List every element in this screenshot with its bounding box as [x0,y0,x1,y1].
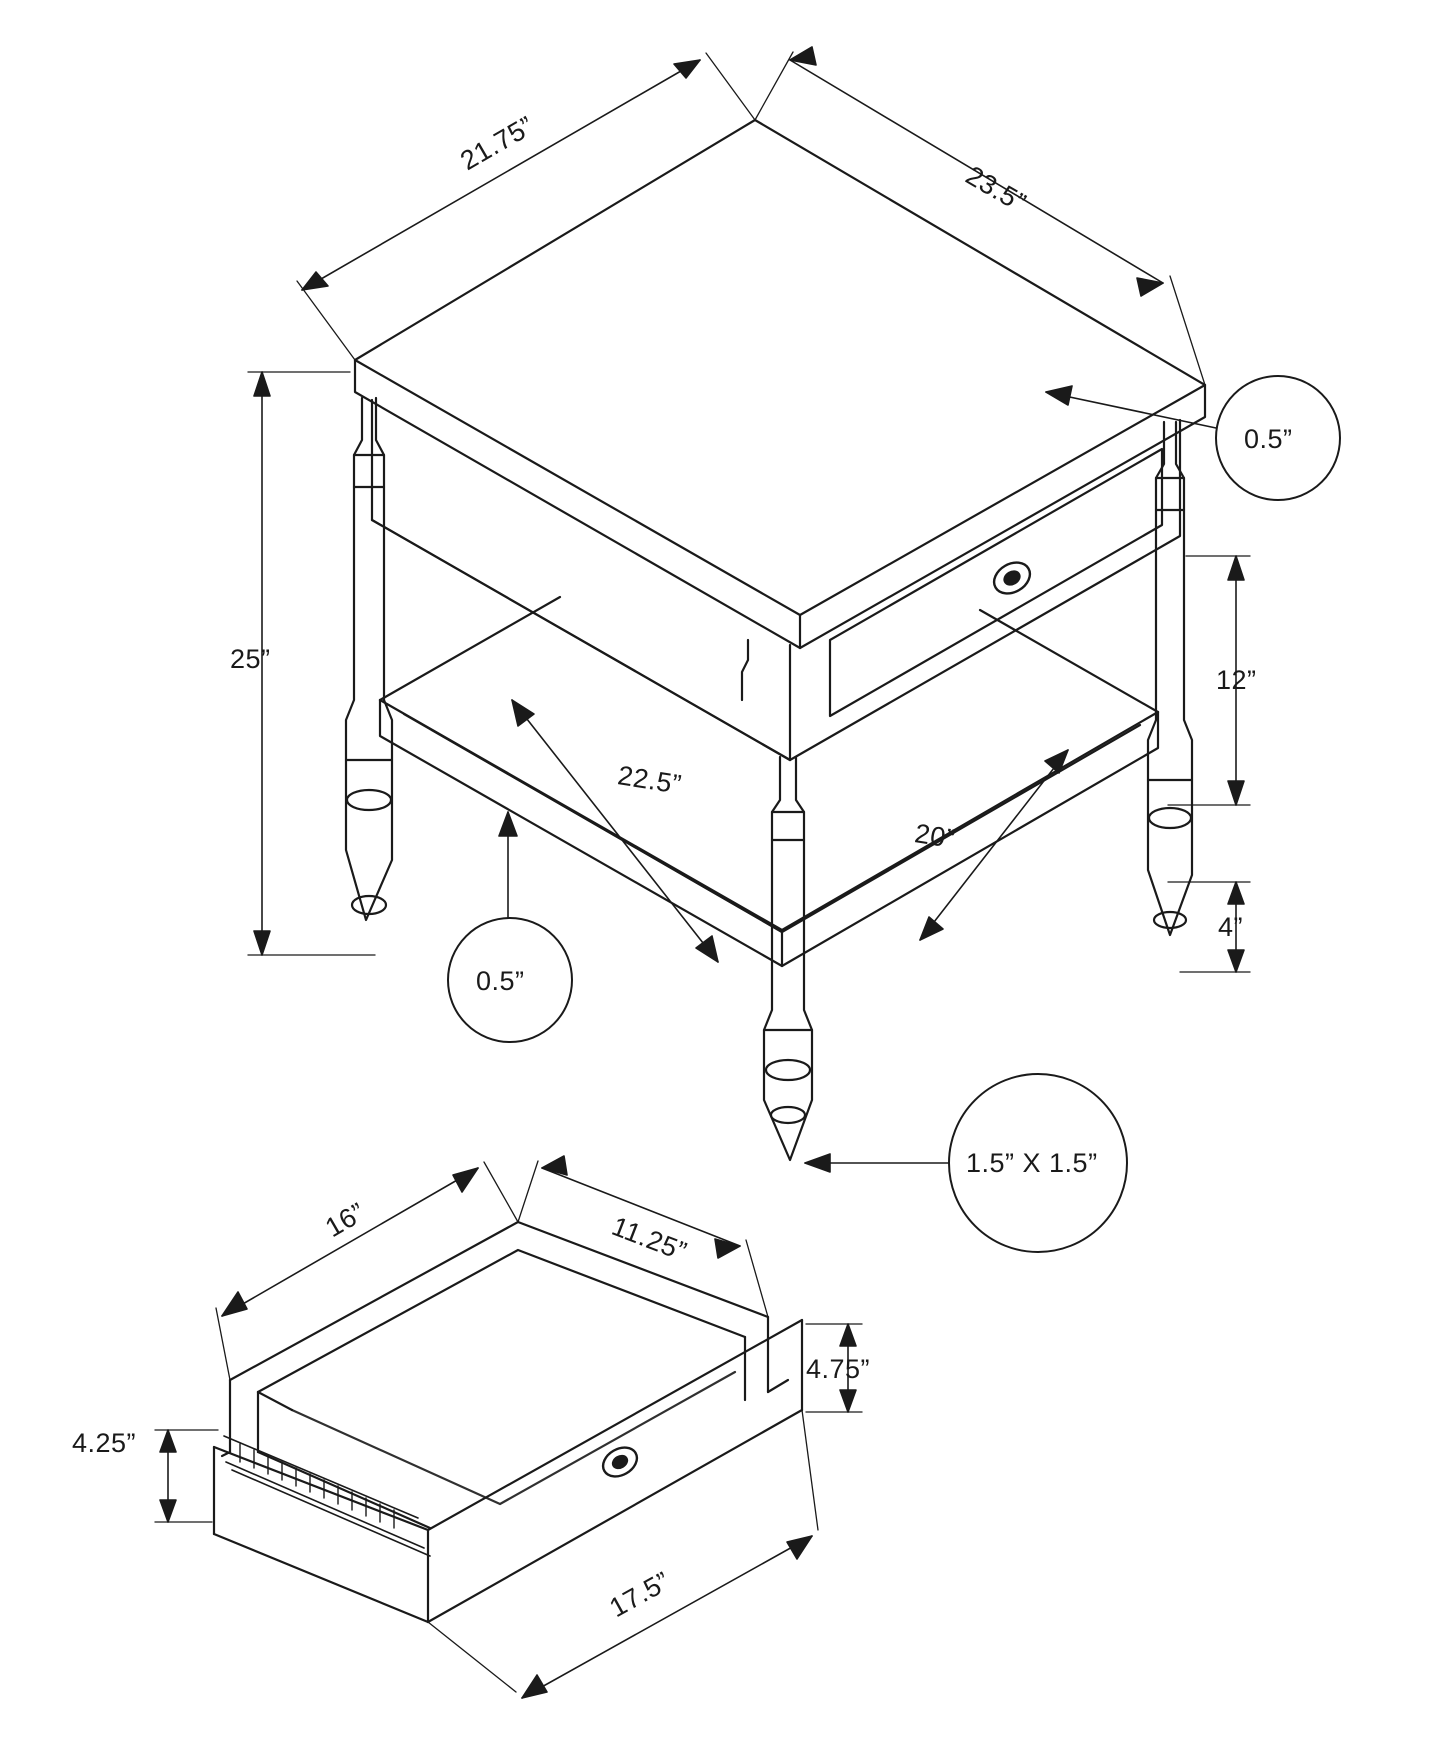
leg-back [742,640,748,700]
dimension-label-drawer-back-width: 16” [320,1196,371,1244]
drawer-knob-detail [598,1442,642,1483]
leg-right [1148,422,1192,935]
dimension-lines-drawer [155,1156,862,1698]
dimension-label-top-right-edge: 23.5” [960,160,1032,219]
dimension-label-drawer-front-height: 4.75” [806,1354,871,1384]
leg-left [346,398,392,920]
drawer-knob [989,556,1036,599]
dimension-label-shelf-to-floor: 4” [1218,912,1244,942]
dimension-label-top-left-edge: 21.75” [455,110,540,177]
drawer-assembly [214,1219,802,1622]
dimension-label-shelf-right-span: 20” [912,818,958,855]
dimension-label-drawer-front-width: 17.5” [604,1565,676,1624]
dimension-label-drawer-to-shelf: 12” [1216,665,1257,695]
leg-front [764,757,812,1160]
dimension-label-shelf-left-span: 22.5” [615,760,684,800]
table-top-surface [355,120,1205,648]
dimension-label-top-thickness: 0.5” [1244,424,1293,454]
dimension-label-drawer-side-depth: 11.25” [607,1211,691,1267]
dimension-label-overall-height: 25” [230,644,271,674]
dimension-label-leg-section: 1.5” X 1.5” [966,1148,1098,1178]
dimension-label-drawer-box-height: 4.25” [72,1428,137,1458]
dimension-label-shelf-thickness: 0.5” [476,966,525,996]
